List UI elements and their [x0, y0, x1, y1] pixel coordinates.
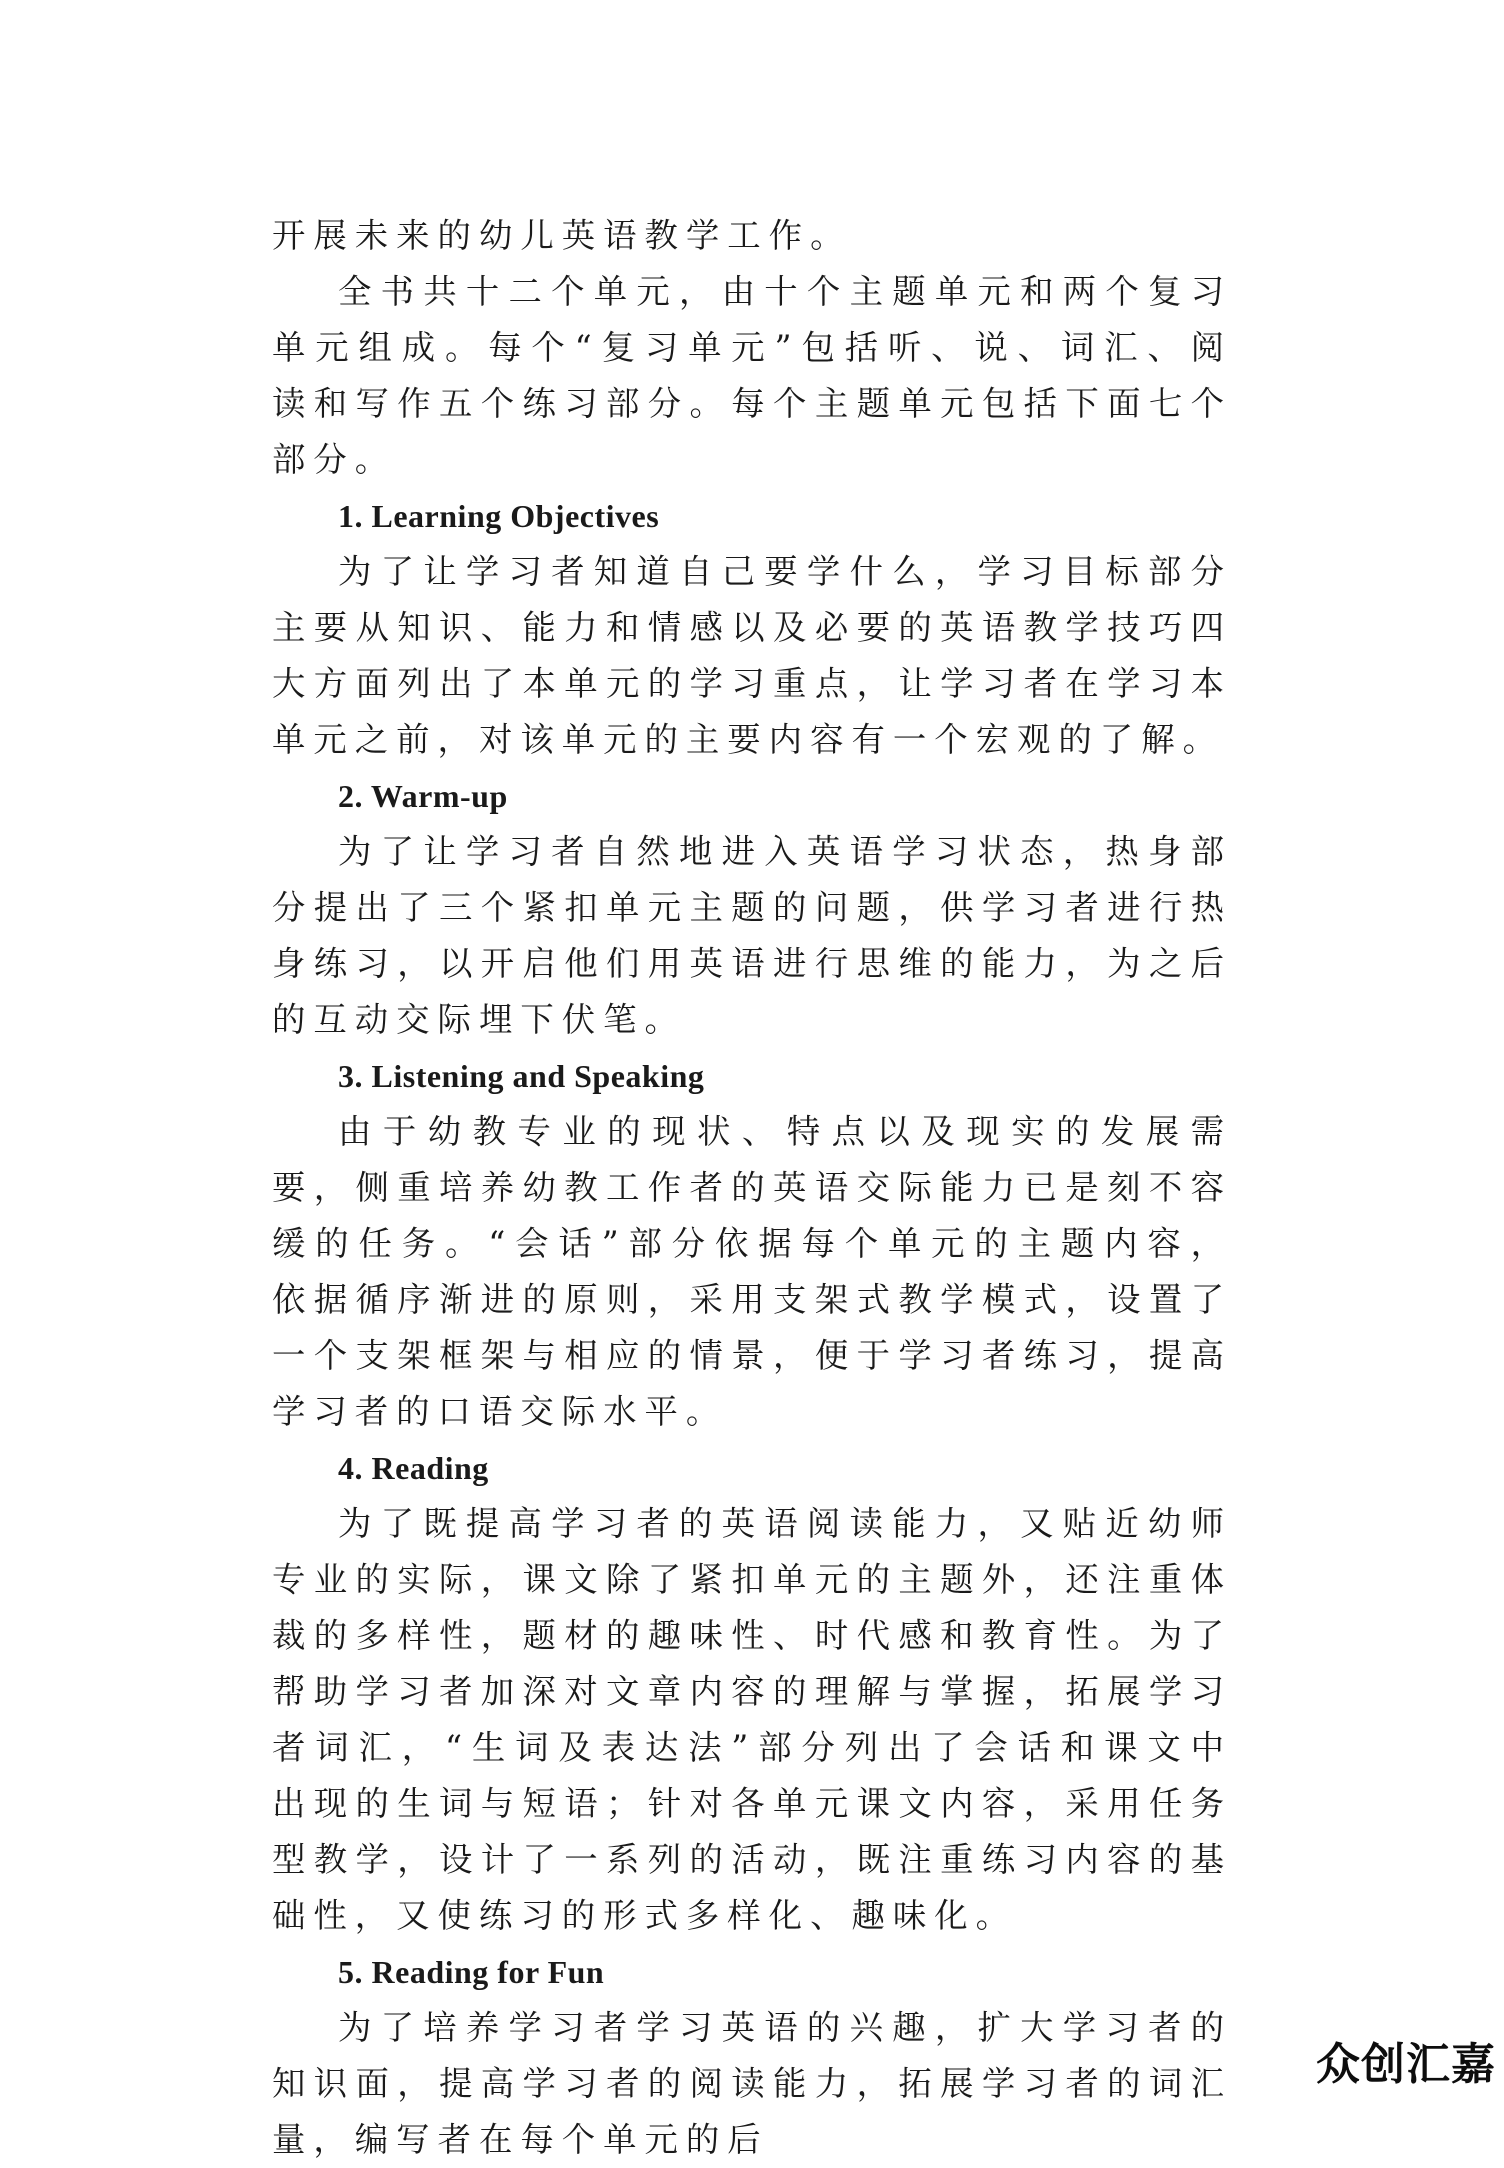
section-heading-reading: 4. Reading — [338, 1450, 489, 1486]
document-page — [272, 208, 1232, 2168]
section-heading-reading-for-fun: 5. Reading for Fun — [338, 1954, 605, 1990]
section-body-listening-speaking: 由于幼教专业的现状、特点以及现实的发展需要，侧重培养幼教工作者的英语交际能力已是刻不容缓的任务。“会话”部分依据每个单元的主题内容，依据循序渐进的原则，采用支架式教学模式，设置了一个支架框架与相应的情景，便于学习者练习，提高学习者的口语交际水平。 — [272, 1112, 1232, 1431]
intro-continuation: 开展未来的幼儿英语教学工作。 — [272, 216, 852, 255]
structure-paragraph: 全书共十二个单元，由十个主题单元和两个复习单元组成。每个“复习单元”包括听、说、词汇、阅读和写作五个练习部分。每个主题单元包括下面七个部分。 — [272, 272, 1232, 479]
section-heading-listening-speaking: 3. Listening and Speaking — [338, 1058, 705, 1094]
section-heading-learning-objectives: 1. Learning Objectives — [338, 498, 660, 534]
section-body-learning-objectives: 为了让学习者知道自己要学什么，学习目标部分主要从知识、能力和情感以及必要的英语教学技巧四大方面列出了本单元的学习重点，让学习者在学习本单元之前，对该单元的主要内容有一个宏观的了解。 — [272, 552, 1232, 759]
watermark-logo: 众创汇嘉 — [1316, 2039, 1496, 2090]
section-body-reading-for-fun: 为了培养学习者学习英语的兴趣，扩大学习者的知识面，提高学习者的阅读能力，拓展学习者的词汇量，编写者在每个单元的后 — [272, 2008, 1232, 2159]
section-body-warm-up: 为了让学习者自然地进入英语学习状态，热身部分提出了三个紧扣单元主题的问题，供学习者进行热身练习，以开启他们用英语进行思维的能力，为之后的互动交际埋下伏笔。 — [272, 832, 1232, 1039]
section-body-reading: 为了既提高学习者的英语阅读能力，又贴近幼师专业的实际，课文除了紧扣单元的主题外，还注重体裁的多样性，题材的趣味性、时代感和教育性。为了帮助学习者加深对文章内容的理解与掌握，拓展学习者词汇，“生词及表达法”部分列出了会话和课文中出现的生词与短语；针对各单元课文内容，采用任务型教学，设计了一系列的活动，既注重练习内容的基础性，又使练习的形式多样化、趣味化。 — [272, 1504, 1232, 1935]
section-heading-warm-up: 2. Warm-up — [338, 778, 508, 814]
